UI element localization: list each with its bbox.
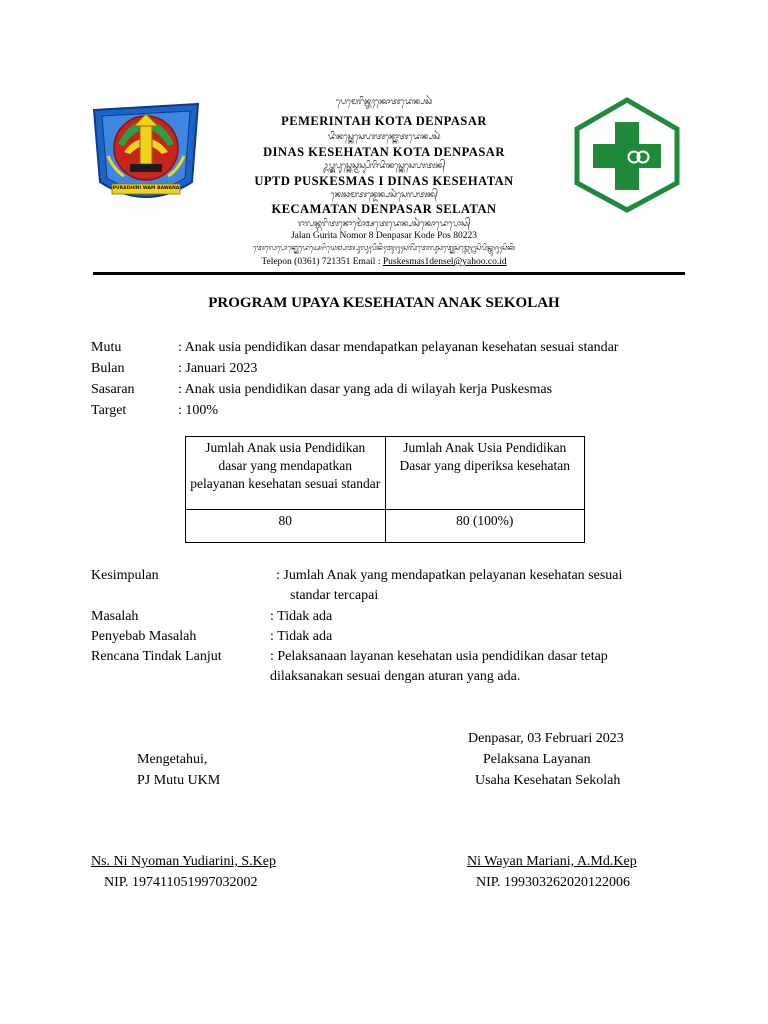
table-header-cell: Jumlah Anak Usia Pendidikan Dasar yang diperiksa kesehatan [385, 437, 585, 510]
left-signer-role-2: PJ Mutu UKM [137, 773, 221, 788]
letterhead-phone: Telepon (0361) 721351 Email : [261, 257, 383, 267]
field-label-sasaran: Sasaran [91, 382, 135, 397]
right-signer-role-2: Usaha Kesehatan Sekolah [475, 773, 621, 788]
field-label-bulan: Bulan [91, 361, 125, 376]
letterhead-agency: DINAS KESEHATAN KOTA DENPASAR [263, 145, 505, 159]
letterhead-divider [93, 272, 685, 275]
field-label-rencana: Rencana Tindak Lanjut [91, 649, 222, 664]
field-label-penyebab: Penyebab Masalah [91, 629, 197, 644]
letterhead-script-1: ᬧᬾᬫᬾᬭᬶᬦ᭄ᬢᬄᬓᭀᬢᬤᬾᬦ᭄ᬧᬲᬃ [335, 97, 433, 107]
letterhead-script-5: ᬚᬮᬦ᭄ᬕᬭᬶᬢᬦᭀᬫᭀᬃᬅᬢᬾᬤᬾᬦ᭄ᬧᬲᬃᬓᭀᬤᬾᬧᭀᬲ᭄ [297, 219, 471, 229]
field-value-rencana-cont: dilaksanakan sesuai dengan aturan yang ada. [270, 669, 521, 684]
place-date: Denpasar, 03 Februari 2023 [468, 731, 624, 746]
letterhead-contact [0, 257, 768, 267]
field-value-kesimpulan-cont: standar tercapai [290, 588, 379, 603]
document-title: PROGRAM UPAYA KESEHATAN ANAK SEKOLAH [208, 295, 560, 311]
table-header-row [186, 437, 585, 510]
table-cell: 80 (100%) [385, 510, 585, 543]
letterhead-email-link[interactable]: Puskesmas1densel@yahoo.co.id [382, 257, 507, 267]
letterhead-government: PEMERINTAH KOTA DENPASAR [281, 114, 487, 128]
letterhead-script-4: ᬓᬾᬘᬫᬢᬦ᭄ᬤᬾᬦ᭄ᬧᬲᬃᬲᬾᬮᬢᬦ᭄ [330, 190, 438, 200]
result-table [185, 436, 585, 543]
letterhead-district: KECAMATAN DENPASAR SELATAN [271, 202, 497, 216]
field-label-kesimpulan: Kesimpulan [91, 568, 159, 583]
field-value-bulan: : Januari 2023 [178, 361, 258, 376]
table-header-cell: Jumlah Anak usia Pendidikan dasar yang mendapatkan pelayanan kesehatan sesuai standar [186, 437, 386, 510]
right-signer-role-1: Pelaksana Layanan [483, 752, 591, 767]
table-row [186, 510, 585, 543]
letterhead-address: Jalan Gurita Nomor 8 Denpasar Kode Pos 80223 [290, 231, 477, 241]
field-value-masalah: : Tidak ada [270, 609, 333, 624]
emblem-caption: PURADHINI WAM BAWANA [112, 186, 180, 191]
field-label-target: Target [91, 403, 127, 418]
letterhead-unit: UPTD PUSKESMAS I DINAS KESEHATAN [254, 174, 514, 188]
left-signer-name: Ns. Ni Nyoman Yudiarini, S.Kep [91, 854, 276, 869]
field-label-masalah: Masalah [91, 609, 139, 624]
left-signer-role-1: Mengetahui, [137, 752, 208, 767]
field-label-mutu: Mutu [91, 340, 122, 355]
right-signer-name: Ni Wayan Mariani, A.Md.Kep [467, 854, 637, 869]
field-value-rencana: : Pelaksanaan layanan kesehatan usia pendidikan dasar tetap [270, 649, 608, 664]
field-value-sasaran: : Anak usia pendidikan dasar yang ada di wilayah kerja Puskesmas [178, 382, 553, 397]
letterhead-script-3: ᬉᬧ᭄ᬢ᭄ᬤᬧᬸᬲ᭄ᬓᬾᬲ᭄ᬫᬲ᭄ᬲᬶᬚᬶᬤᬶᬦᬲ᭄ᬓᬾᬲᬾᬳᬢᬦ᭄ [322, 161, 446, 171]
table-cell: 80 [186, 510, 386, 543]
field-value-penyebab: : Tidak ada [270, 629, 333, 644]
letterhead-script-6: ᬢᬾᬮᬾᬧᭀᬦ᭄ᬓᭀᬤᬾᬅᬾᬭᬶᬬᬾᬫ᭄ᬧᬢ᭄ᬧᬸᬮᬸᬄᬧᬶᬦᬶᬄᬢᬸᬚᬸᬄᬲᬮᬶᬂᬢᬾᬮᬸᬲᬢ᭄ᬓᬾᬲᬫ᭄ᬩᬾᬍᬲᬶᬧᬶᬦ᭄ᬢᬸᬚᬸᬄᬲᬶᬓᬶ [252, 243, 516, 252]
right-signer-nip: NIP. 199303262020122006 [476, 875, 631, 890]
letterhead-script-2: ᬤᬶᬦᬲ᭄ᬓᬾᬲᬾᬳᬢᬦ᭄ᬓᭀᬢᬤᬾᬦ᭄ᬧᬲᬃ [327, 132, 441, 142]
field-value-target: : 100% [178, 403, 219, 418]
field-value-kesimpulan: : Jumlah Anak yang mendapatkan pelayanan kesehatan sesuai [276, 568, 623, 583]
field-value-mutu: : Anak usia pendidikan dasar mendapatkan pelayanan kesehatan sesuai standar [178, 340, 619, 355]
left-signer-nip: NIP. 197411051997032002 [104, 875, 258, 890]
